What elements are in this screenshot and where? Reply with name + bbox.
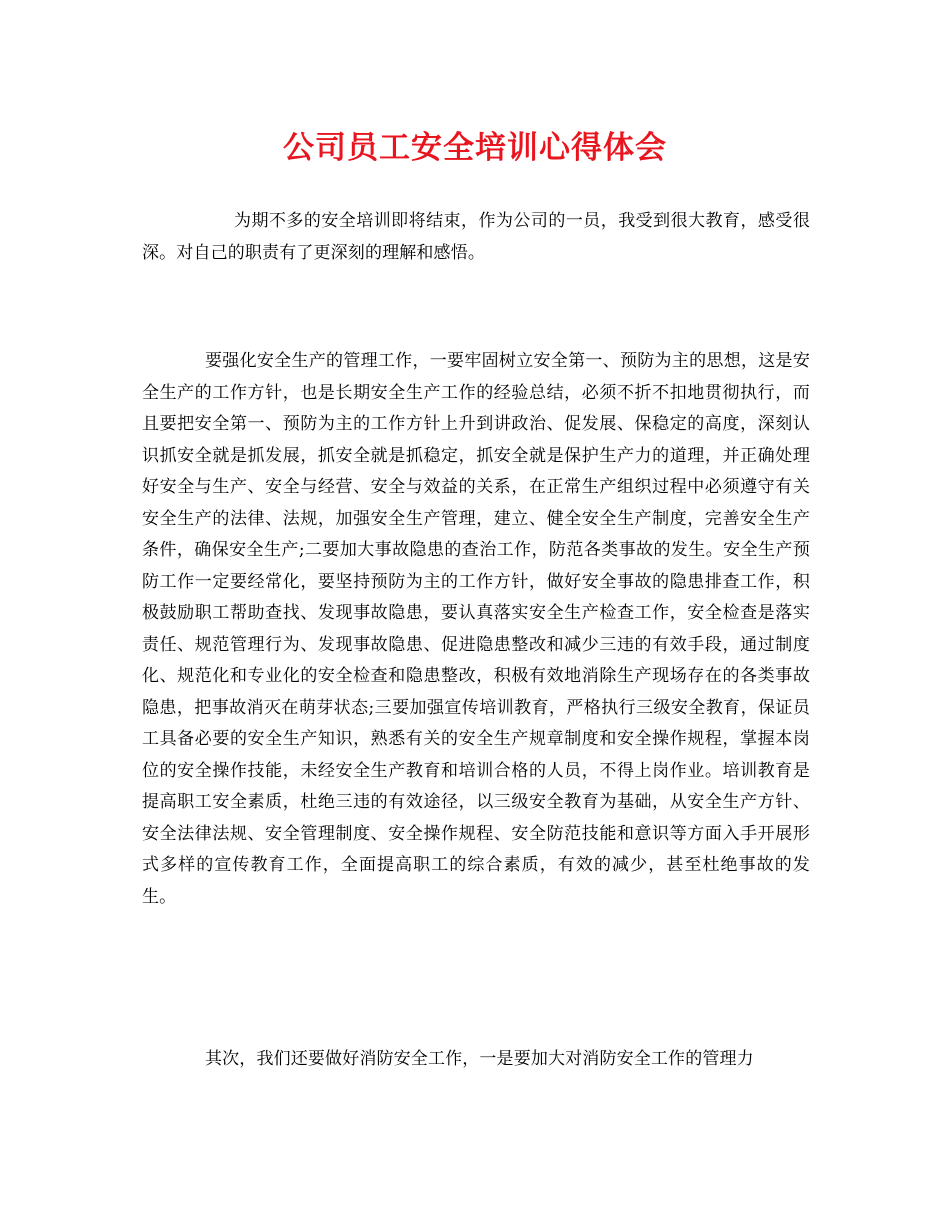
paragraph-safety-management: 要强化安全生产的管理工作，一要牢固树立安全第一、预防为主的思想，这是安全生产的工作方针，也是长期安全生产工作的经验总结，必须不折不扣地贯彻执行，而且要把安全第一、预防为主的工作方针上升到讲政治、促发展、保稳定的高度，深刻认识抓安全就是抓发展，抓安全就是抓稳定，抓安全就是保护生产力的道理，并正确处理好安全与生产、安全与经营、安全与效益的关系，在正常生产组织过程中必须遵守有关安全生产的法律、法规，加强安全生产管理，建立、健全安全生产制度，完善安全生产条件，确保安全生产;二要加大事故隐患的查治工作，防范各类事故的发生。安全生产预防工作一定要经常化，要坚持预防为主的工作方针，做好安全事故的隐患排查工作，积极鼓励职工帮助查找、发现事故隐患，要认真落实安全生产检查工作，安全检查是落实责任、规范管理行为、发现事故隐患、促进隐患整改和减少三违的有效手段，通过制度化、规范化和专业化的安全检查和隐患整改，积极有效地消除生产现场存在的各类事故隐患，把事故消灭在萌芽状态;三要加强宣传培训教育，严格执行三级安全教育，保证员工具备必要的安全生产知识，熟悉有关的安全生产规章制度和安全操作规程，掌握本岗位的安全操作技能，未经安全生产教育和培训合格的人员，不得上岗作业。培训教育是提高职工安全素质，杜绝三违的有效途径，以三级安全教育为基础，从安全生产方针、安全法律法规、安全管理制度、安全操作规程、安全防范技能和意识等方面入手开展形式多样的宣传教育工作，全面提高职工的综合素质，有效的减少，甚至杜绝事故的发生。 bbox=[142, 351, 810, 907]
paragraph-intro: 为期不多的安全培训即将结束，作为公司的一员，我受到很大教育，感受很深。对自己的职责有了更深刻的理解和感悟。 bbox=[142, 211, 810, 263]
document-title: 公司员工安全培训心得体会 bbox=[283, 130, 667, 166]
paragraph-fire-safety: 其次，我们还要做好消防安全工作，一是要加大对消防安全工作的管理力 bbox=[205, 1049, 754, 1069]
